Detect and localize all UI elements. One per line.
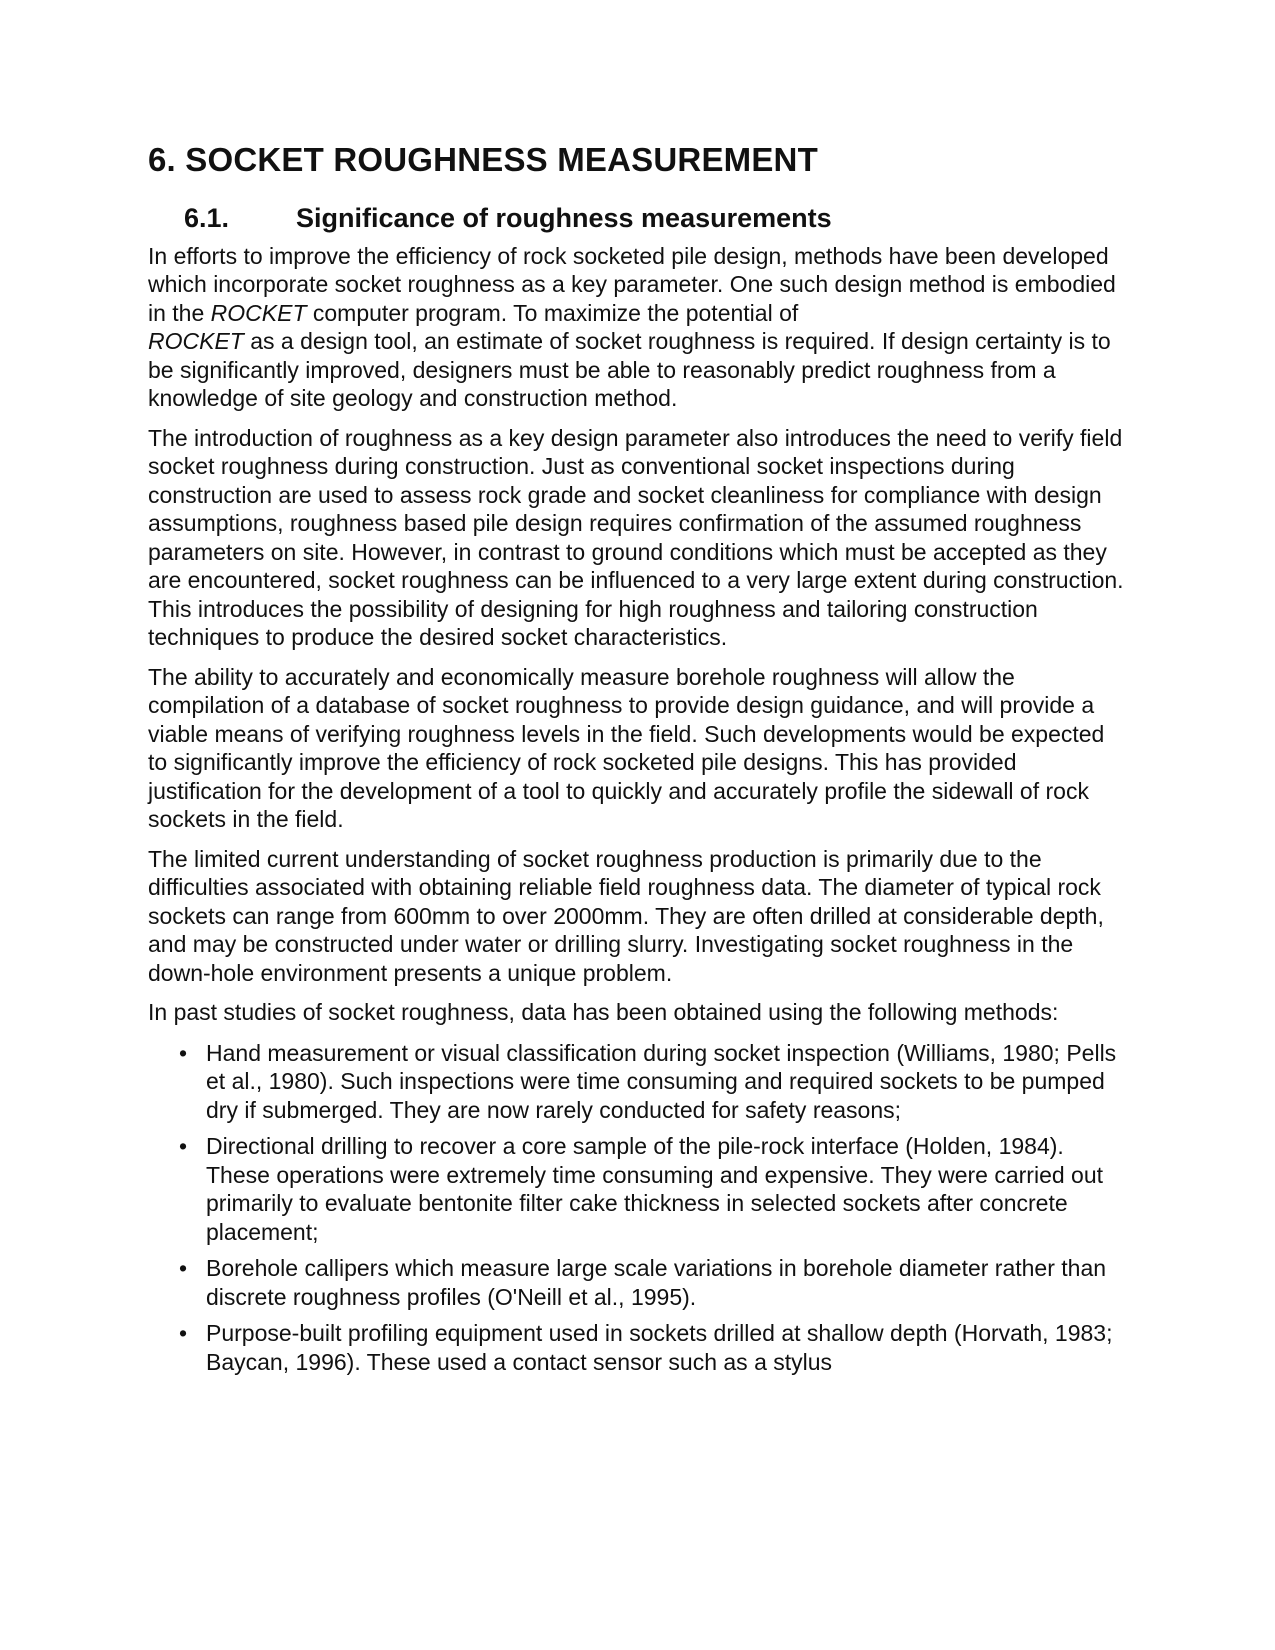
paragraph-3: The ability to accurately and economically measure borehole roughness will allow the compilation of a database of socket roughness to provide design guidance, and will provide a viable means of verifying roughness levels in the field. Such developments would be expected to significantly improve the efficiency of rock socketed pile designs. This has provided justification for the development of a tool to quickly and accurately profile the sidewall of rock sockets in the field. [148,663,1105,833]
paragraph-1-text-a: In efforts to improve the efficiency of rock socketed pile design, methods have been developed which incorporate socket roughness as a key parameter. One such design method is embodied in the [148,242,1116,326]
paragraph-4: The limited current understanding of socket roughness production is primarily due to the difficulties associated with obtaining reliable field roughness data. The diameter of typical rock sockets can range from 600mm to over 2000mm. They are often drilled at considerable depth, and may be constructed under water or drilling slurry. Investigating socket roughness in the down-hole environment presents a unique problem. [148,845,1104,986]
list-item-text: Directional drilling to recover a core sample of the pile-rock interface (Holden, 1984). These operations were extremely time consuming and expensive. They were carried out primarily to evaluate bentonite filter cake thickness in selected sockets after concrete placement; [206,1133,1104,1245]
chapter-heading: 6. SOCKET ROUGHNESS MEASUREMENT [148,141,818,178]
rocket-program-name: ROCKET [210,299,307,326]
paragraph-1 [148,242,1128,413]
bullet-icon: • [179,1039,188,1066]
section-heading [184,202,1128,234]
list-item [179,1254,1128,1311]
paragraph-5: In past studies of socket roughness, data has been obtained using the following methods: [148,999,1059,1026]
document-page [148,140,1128,1384]
list-item-text: Borehole callipers which measure large scale variations in borehole diameter rather than discrete roughness profiles (O'Neill et al., 1995). [206,1255,1107,1310]
list-item-text: Hand measurement or visual classification during socket inspection (Williams, 1980; Pells et al., 1980). Such inspections were time consuming and required sockets to be pumped dry if submerged. They are now rarely conducted for safety reasons; [206,1039,1117,1123]
rocket-program-name: ROCKET [148,328,244,355]
list-item [179,1039,1128,1125]
section-title: Significance of roughness measurements [296,202,832,233]
bullet-icon: • [179,1320,188,1347]
section-number: 6.1. [184,202,230,233]
paragraph-2: The introduction of roughness as a key design parameter also introduces the need to verify field socket roughness during construction. Just as conventional socket inspections during construction are used to assess rock grade and socket cleanliness for compliance with design assumptions, roughness based pile design requires confirmation of the assumed roughness parameters on site. However, in contrast to ground conditions which must be accepted as they are encountered, socket roughness can be influenced to a very large extent during construction. This introduces the possibility of designing for high roughness and tailoring construction techniques to produce the desired socket characteristics. [148,424,1124,651]
bullet-icon: • [179,1255,188,1282]
bullet-icon: • [179,1133,188,1160]
methods-list [148,1039,1128,1377]
list-item [179,1319,1128,1376]
list-item-text: Purpose-built profiling equipment used in sockets drilled at shallow depth (Horvath, 1983; Baycan, 1996). These used a contact sensor such as a stylus [206,1320,1113,1375]
list-item [179,1132,1128,1246]
paragraph-1-text-e: as a design tool, an estimate of socket roughness is required. If design certainty is to be significantly improved, designers must be able to reasonably predict roughness from a knowledge of site geology and construction method. [148,328,1111,412]
paragraph-1-text-c: computer program. To maximize the potential of [306,299,799,326]
